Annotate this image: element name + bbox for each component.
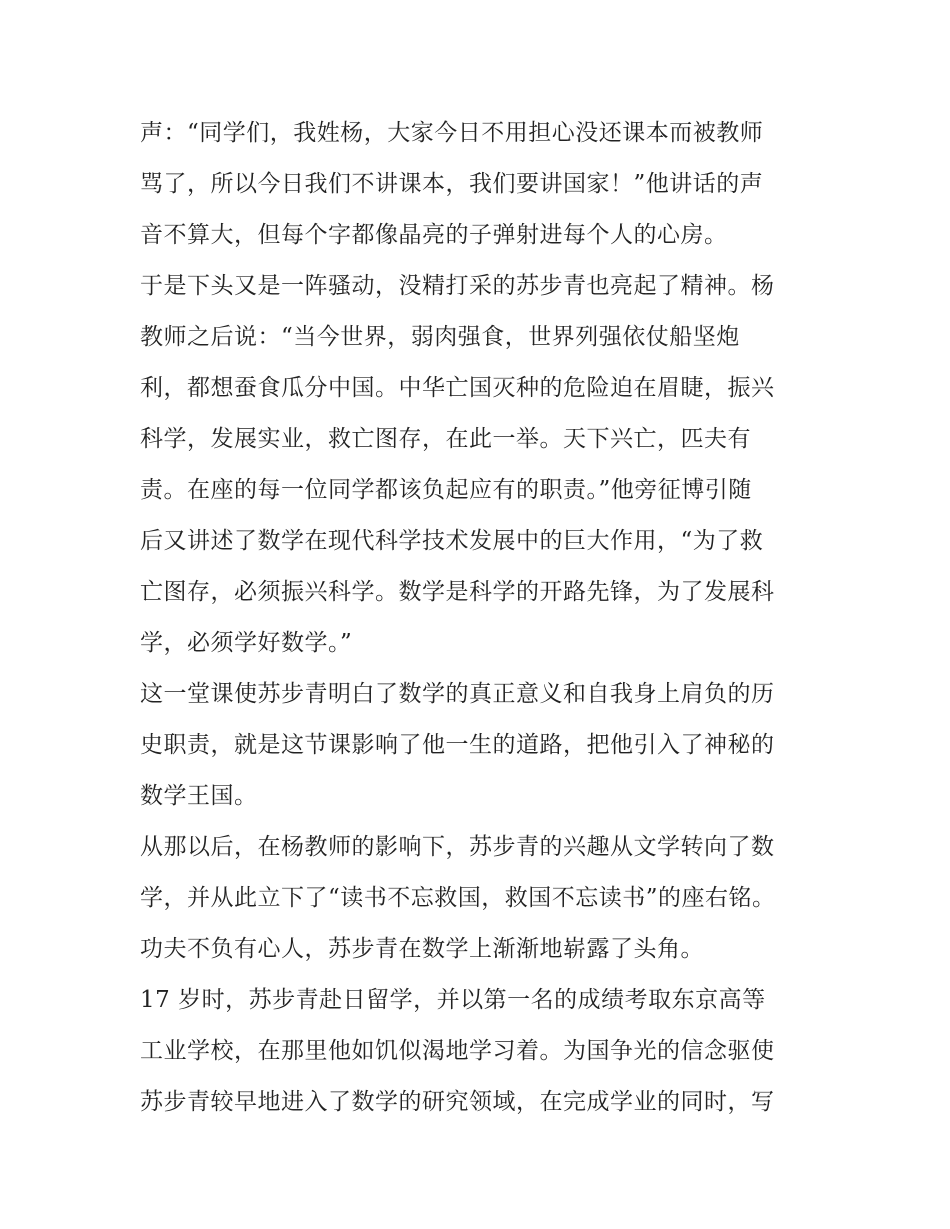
text-line: 17 岁时，苏步青赴日留学，并以第一名的成绩考取东京高等 [140, 987, 766, 1013]
text-line: 利，都想蚕食瓜分中国。中华亡国灭种的危险迫在眉睫，振兴 [140, 375, 775, 401]
text-line: 工业学校，在那里他如饥似渴地学习着。为国争光的信念驱使 [140, 1038, 775, 1064]
text-line: 教师之后说：“当今世界，弱肉强食，世界列强依仗船坚炮 [140, 324, 740, 350]
text-line: 这一堂课使苏步青明白了数学的真正意义和自我身上肩负的历 [140, 681, 775, 707]
text-line: 学，必须学好数学。” [140, 630, 353, 656]
text-line: 苏步青较早地进入了数学的研究领域，在完成学业的同时，写 [140, 1089, 775, 1115]
text-line: 学，并从此立下了“读书不忘救国，救国不忘读书”的座右铭。 [140, 885, 776, 911]
text-line: 于是下头又是一阵骚动，没精打采的苏步青也亮起了精神。杨 [140, 273, 775, 299]
text-line: 科学，发展实业，救亡图存，在此一举。天下兴亡，匹夫有 [140, 426, 751, 452]
text-line: 从那以后，在杨教师的影响下，苏步青的兴趣从文学转向了数 [140, 834, 775, 860]
body-text [140, 108, 820, 1128]
text-line: 骂了，所以今日我们不讲课本，我们要讲国家！”他讲话的声 [140, 171, 764, 197]
text-line: 后又讲述了数学在现代科学技术发展中的巨大作用，“为了救 [140, 528, 764, 554]
text-line: 声：“同学们，我姓杨，大家今日不用担心没还课本而被教师 [140, 120, 764, 146]
text-line: 史职责，就是这节课影响了他一生的道路，把他引入了神秘的 [140, 732, 775, 758]
text-line: 责。在座的每一位同学都该负起应有的职责。”他旁征博引随 [140, 477, 752, 503]
text-line: 数学王国。 [140, 783, 258, 809]
text-line: 功夫不负有心人，苏步青在数学上渐渐地崭露了头角。 [140, 936, 704, 962]
text-line: 音不算大，但每个字都像晶亮的子弹射进每个人的心房。 [140, 222, 728, 248]
text-line: 亡图存，必须振兴科学。数学是科学的开路先锋，为了发展科 [140, 579, 775, 605]
